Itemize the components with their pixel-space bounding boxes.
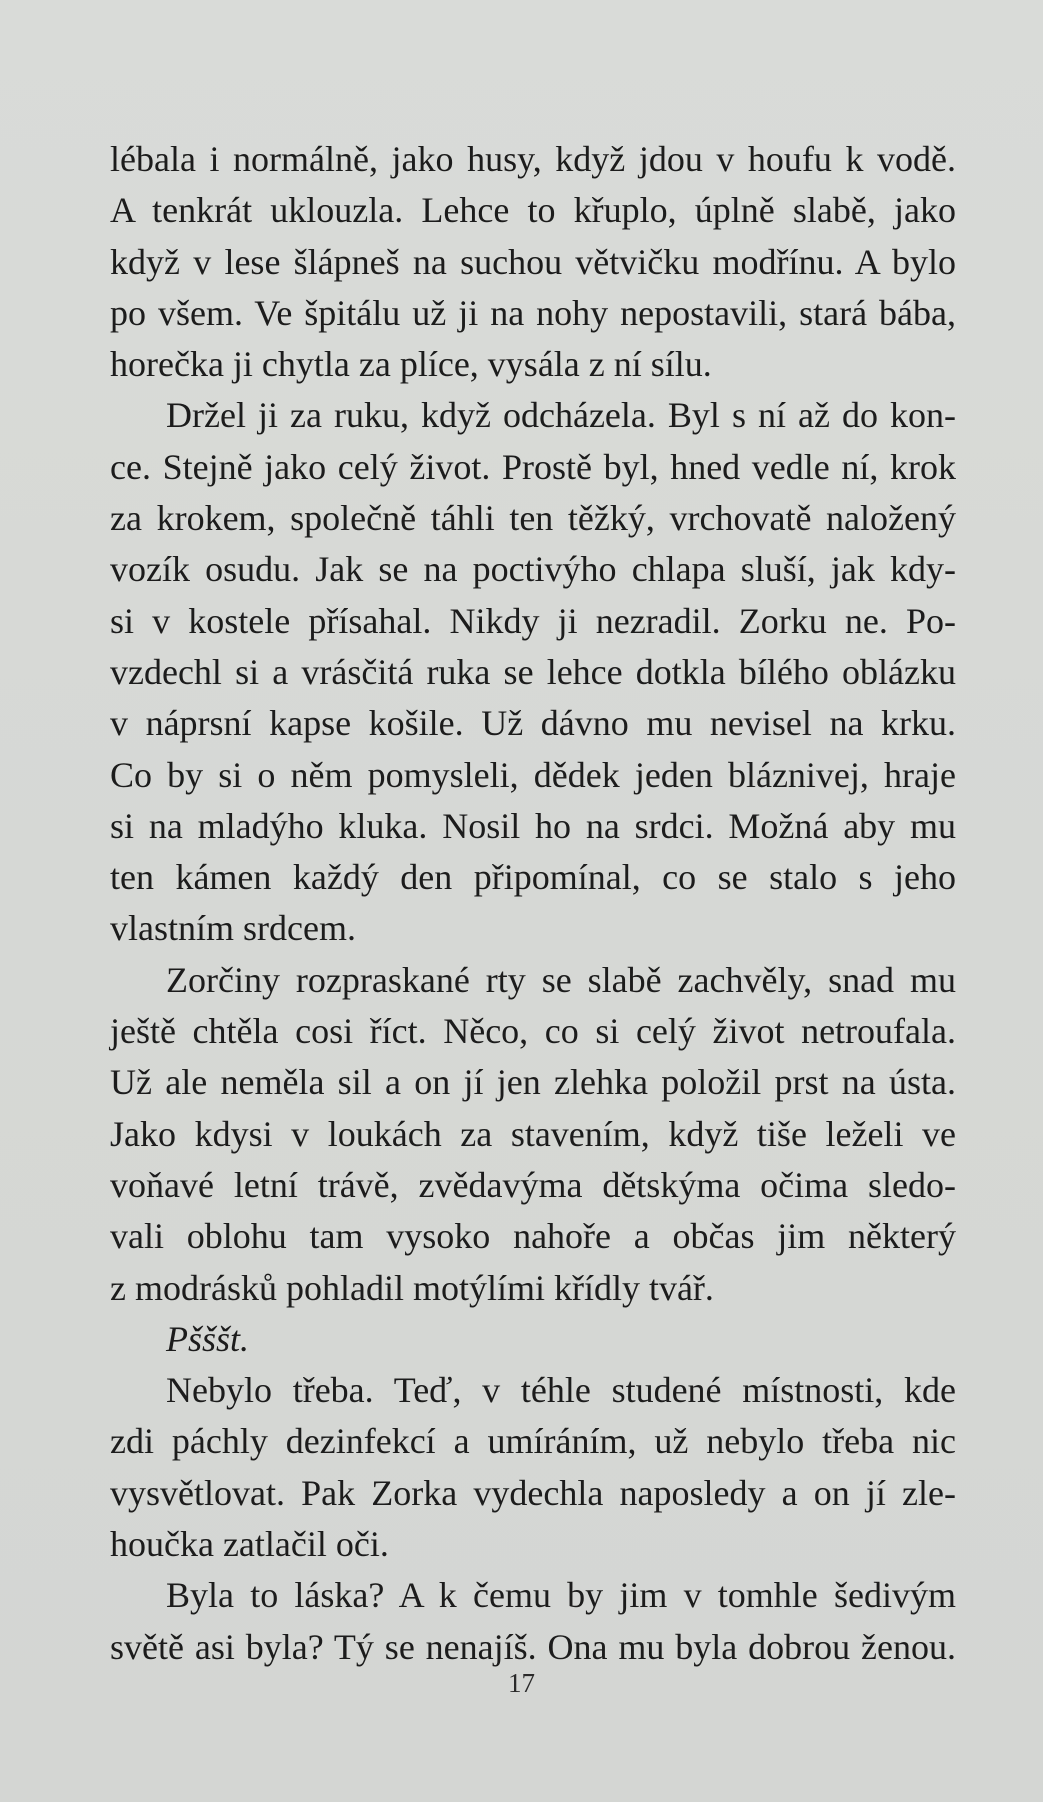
text-line: Už ale neměla sil a on jí jen zlehka položil prst na ústa.	[110, 1062, 956, 1103]
text-line: v náprsní kapse košile. Už dávno mu nevisel na krku.	[110, 703, 956, 744]
text-line: horečka ji chytla za plíce, vysála z ní sílu.	[110, 344, 712, 385]
text-line: světě asi byla? Tý se nenajíš. Ona mu byla dobrou ženou.	[110, 1626, 956, 1667]
text-line: si na mladýho kluka. Nosil ho na srdci. Možná aby mu	[110, 805, 956, 846]
text-line: lébala i normálně, jako husy, když jdou v houfu k vodě.	[110, 139, 956, 179]
text-line: Byla to láska? A k čemu by jim v tomhle šedivým	[166, 1575, 956, 1616]
text-line: Co by si o něm pomysleli, dědek jeden bláznivej, hraje	[110, 754, 956, 795]
text-line: Jako kdysi v loukách za stavením, když tiše leželi ve	[110, 1113, 956, 1154]
text-line: si v kostele přísahal. Nikdy ji nezradil. Zorku ne. Po-	[110, 600, 956, 641]
page-number: 17	[508, 1668, 535, 1698]
text-line: houčka zatlačil oči.	[110, 1524, 389, 1565]
text-line: Zorčiny rozpraskané rty se slabě zachvěly, snad mu	[166, 959, 956, 1000]
text-line: za krokem, společně táhli ten těžký, vrchovatě naložený	[110, 498, 956, 539]
text-line: vzdechl si a vrásčitá ruka se lehce dotkla bílého oblázku	[110, 651, 956, 692]
text-line: Držel ji za ruku, když odcházela. Byl s ní až do kon-	[166, 395, 956, 436]
text-line: vali oblohu tam vysoko nahoře a občas jim některý	[110, 1216, 956, 1257]
text-line: z modrásků pohladil motýlími křídly tvář.	[110, 1267, 714, 1308]
text-line: A tenkrát uklouzla. Lehce to křuplo, úplně slabě, jako	[110, 190, 956, 231]
text-line: vysvětlovat. Pak Zorka vydechla naposledy a on jí zle-	[110, 1472, 956, 1513]
text-line: vozík osudu. Jak se na poctivýho chlapa sluší, jak kdy-	[110, 549, 956, 590]
text-line: voňavé letní trávě, zvědavýma dětskýma očima sledo-	[110, 1164, 956, 1205]
text-line: po všem. Ve špitálu už ji na nohy nepostavili, stará bába,	[110, 292, 956, 333]
text-line: ještě chtěla cosi říct. Něco, co si celý život netroufala.	[110, 1011, 956, 1052]
text-line: ce. Stejně jako celý život. Prostě byl, hned vedle ní, krok	[110, 446, 956, 487]
text-line: když v lese šlápneš na suchou větvičku modřínu. A bylo	[110, 241, 956, 282]
text-line: ten kámen každý den připomínal, co se stalo s jeho	[110, 857, 956, 898]
body-text	[110, 134, 956, 1673]
text-line: vlastním srdcem.	[110, 908, 356, 949]
text-line: zdi páchly dezinfekcí a umíráním, už nebylo třeba nic	[110, 1421, 956, 1462]
text-line: Nebylo třeba. Teď, v téhle studené místnosti, kde	[166, 1370, 956, 1411]
text-line: Pšššt.	[166, 1318, 250, 1359]
